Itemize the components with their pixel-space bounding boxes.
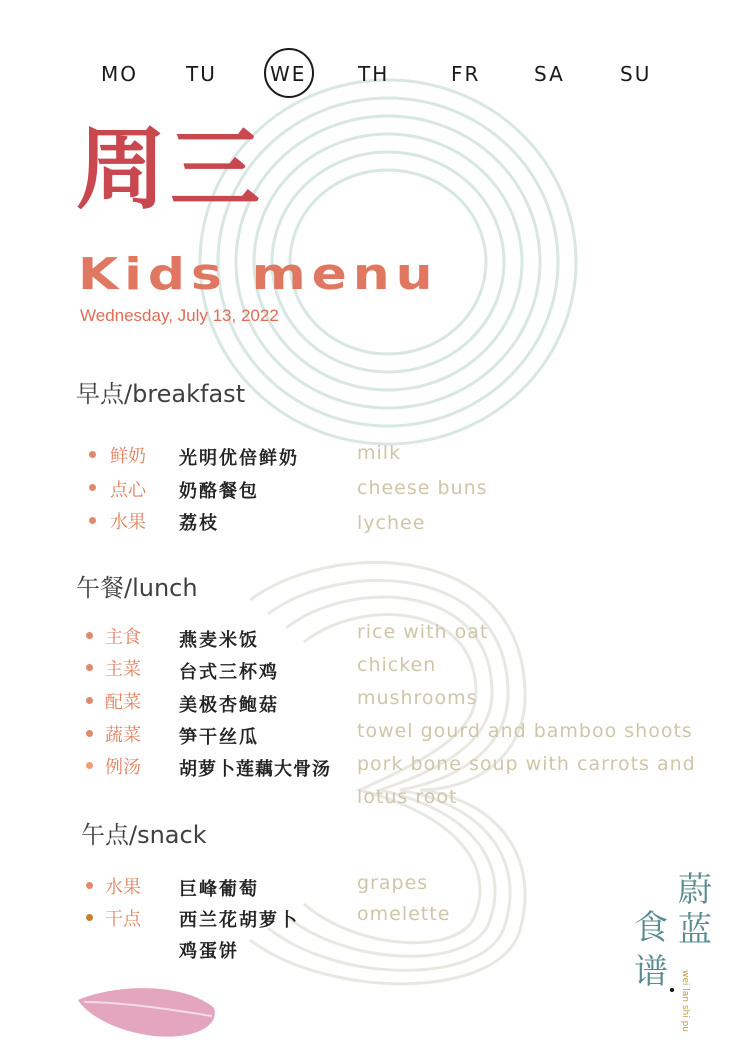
snack-item-zh: 西兰花胡萝卜: [179, 910, 299, 931]
breakfast-category: 点心: [110, 480, 146, 501]
snack-category: 水果: [105, 877, 141, 898]
tab-sunday[interactable]: SU: [620, 62, 652, 86]
breakfast-item-en: milk: [357, 442, 402, 464]
day-title: 周三: [76, 117, 264, 222]
snack-category: 干点: [105, 909, 141, 930]
tab-tuesday[interactable]: TU: [186, 62, 217, 86]
lunch-item-en: rice with oat: [357, 621, 489, 643]
bullet: [86, 730, 93, 737]
brand-logo: [632, 862, 718, 1033]
lunch-item-zh: 燕麦米饭: [179, 630, 259, 651]
snack-item-en: omelette: [357, 903, 451, 925]
bullet: [86, 697, 93, 704]
lunch-item-en: mushrooms: [357, 687, 478, 709]
breakfast-item-zh: 奶酪餐包: [179, 481, 259, 502]
menu-title: Kids menu: [78, 249, 439, 300]
lunch-item-en: towel gourd and bamboo shoots: [357, 720, 693, 742]
lunch-item-zh: 笋干丝瓜: [179, 727, 259, 748]
bullet: [89, 517, 96, 524]
lunch-heading: 午餐/lunch: [76, 574, 198, 602]
logo-dot: [670, 988, 674, 992]
lunch-item-en-continued: lotus root: [357, 786, 458, 808]
breakfast-item-en: lychee: [357, 512, 426, 534]
breakfast-item-zh: 光明优倍鲜奶: [179, 448, 299, 469]
bullet: [89, 451, 96, 458]
lunch-item-zh: 台式三杯鸡: [179, 662, 279, 683]
snack-item-zh: 巨峰葡萄: [179, 879, 259, 900]
lunch-item-zh: 胡萝卜莲藕大骨汤: [179, 759, 331, 780]
bullet: [89, 484, 96, 491]
lunch-item-en: chicken: [357, 654, 437, 676]
lunch-item-zh: 美极杏鲍菇: [179, 695, 279, 716]
breakfast-heading: 早点/breakfast: [76, 380, 246, 408]
lunch-category: 主食: [105, 627, 141, 648]
lunch-category: 配菜: [105, 692, 141, 713]
bullet: [86, 762, 93, 769]
lunch-item-en: pork bone soup with carrots and: [357, 753, 696, 775]
breakfast-category: 鲜奶: [110, 446, 146, 467]
lunch-category: 蔬菜: [105, 725, 141, 746]
tab-monday[interactable]: MO: [101, 62, 138, 86]
lunch-category: 主菜: [105, 659, 141, 680]
bullet: [86, 882, 93, 889]
snack-item-en: grapes: [357, 872, 429, 894]
bullet: [86, 664, 93, 671]
breakfast-category: 水果: [110, 512, 146, 533]
snack-heading: 午点/snack: [81, 821, 207, 849]
tab-wednesday[interactable]: WE: [270, 62, 307, 86]
tab-saturday[interactable]: SA: [534, 62, 565, 86]
logo-char: 蔚: [678, 870, 712, 910]
snack-item-zh-continued: 鸡蛋饼: [179, 941, 239, 962]
leaf-decoration: [74, 986, 224, 1046]
logo-char: 食: [634, 908, 668, 948]
lunch-category: 例汤: [105, 757, 141, 778]
logo-pinyin: wei lan shi pu: [680, 970, 690, 1033]
logo-char: 蓝: [678, 910, 712, 950]
bullet: [86, 632, 93, 639]
tab-friday[interactable]: FR: [451, 62, 481, 86]
bullet: [86, 914, 93, 921]
menu-date: Wednesday, July 13, 2022: [80, 306, 279, 325]
tab-thursday[interactable]: TH: [358, 62, 390, 86]
breakfast-item-zh: 荔枝: [179, 513, 219, 534]
logo-char: 谱: [634, 952, 668, 992]
breakfast-item-en: cheese buns: [357, 477, 488, 499]
